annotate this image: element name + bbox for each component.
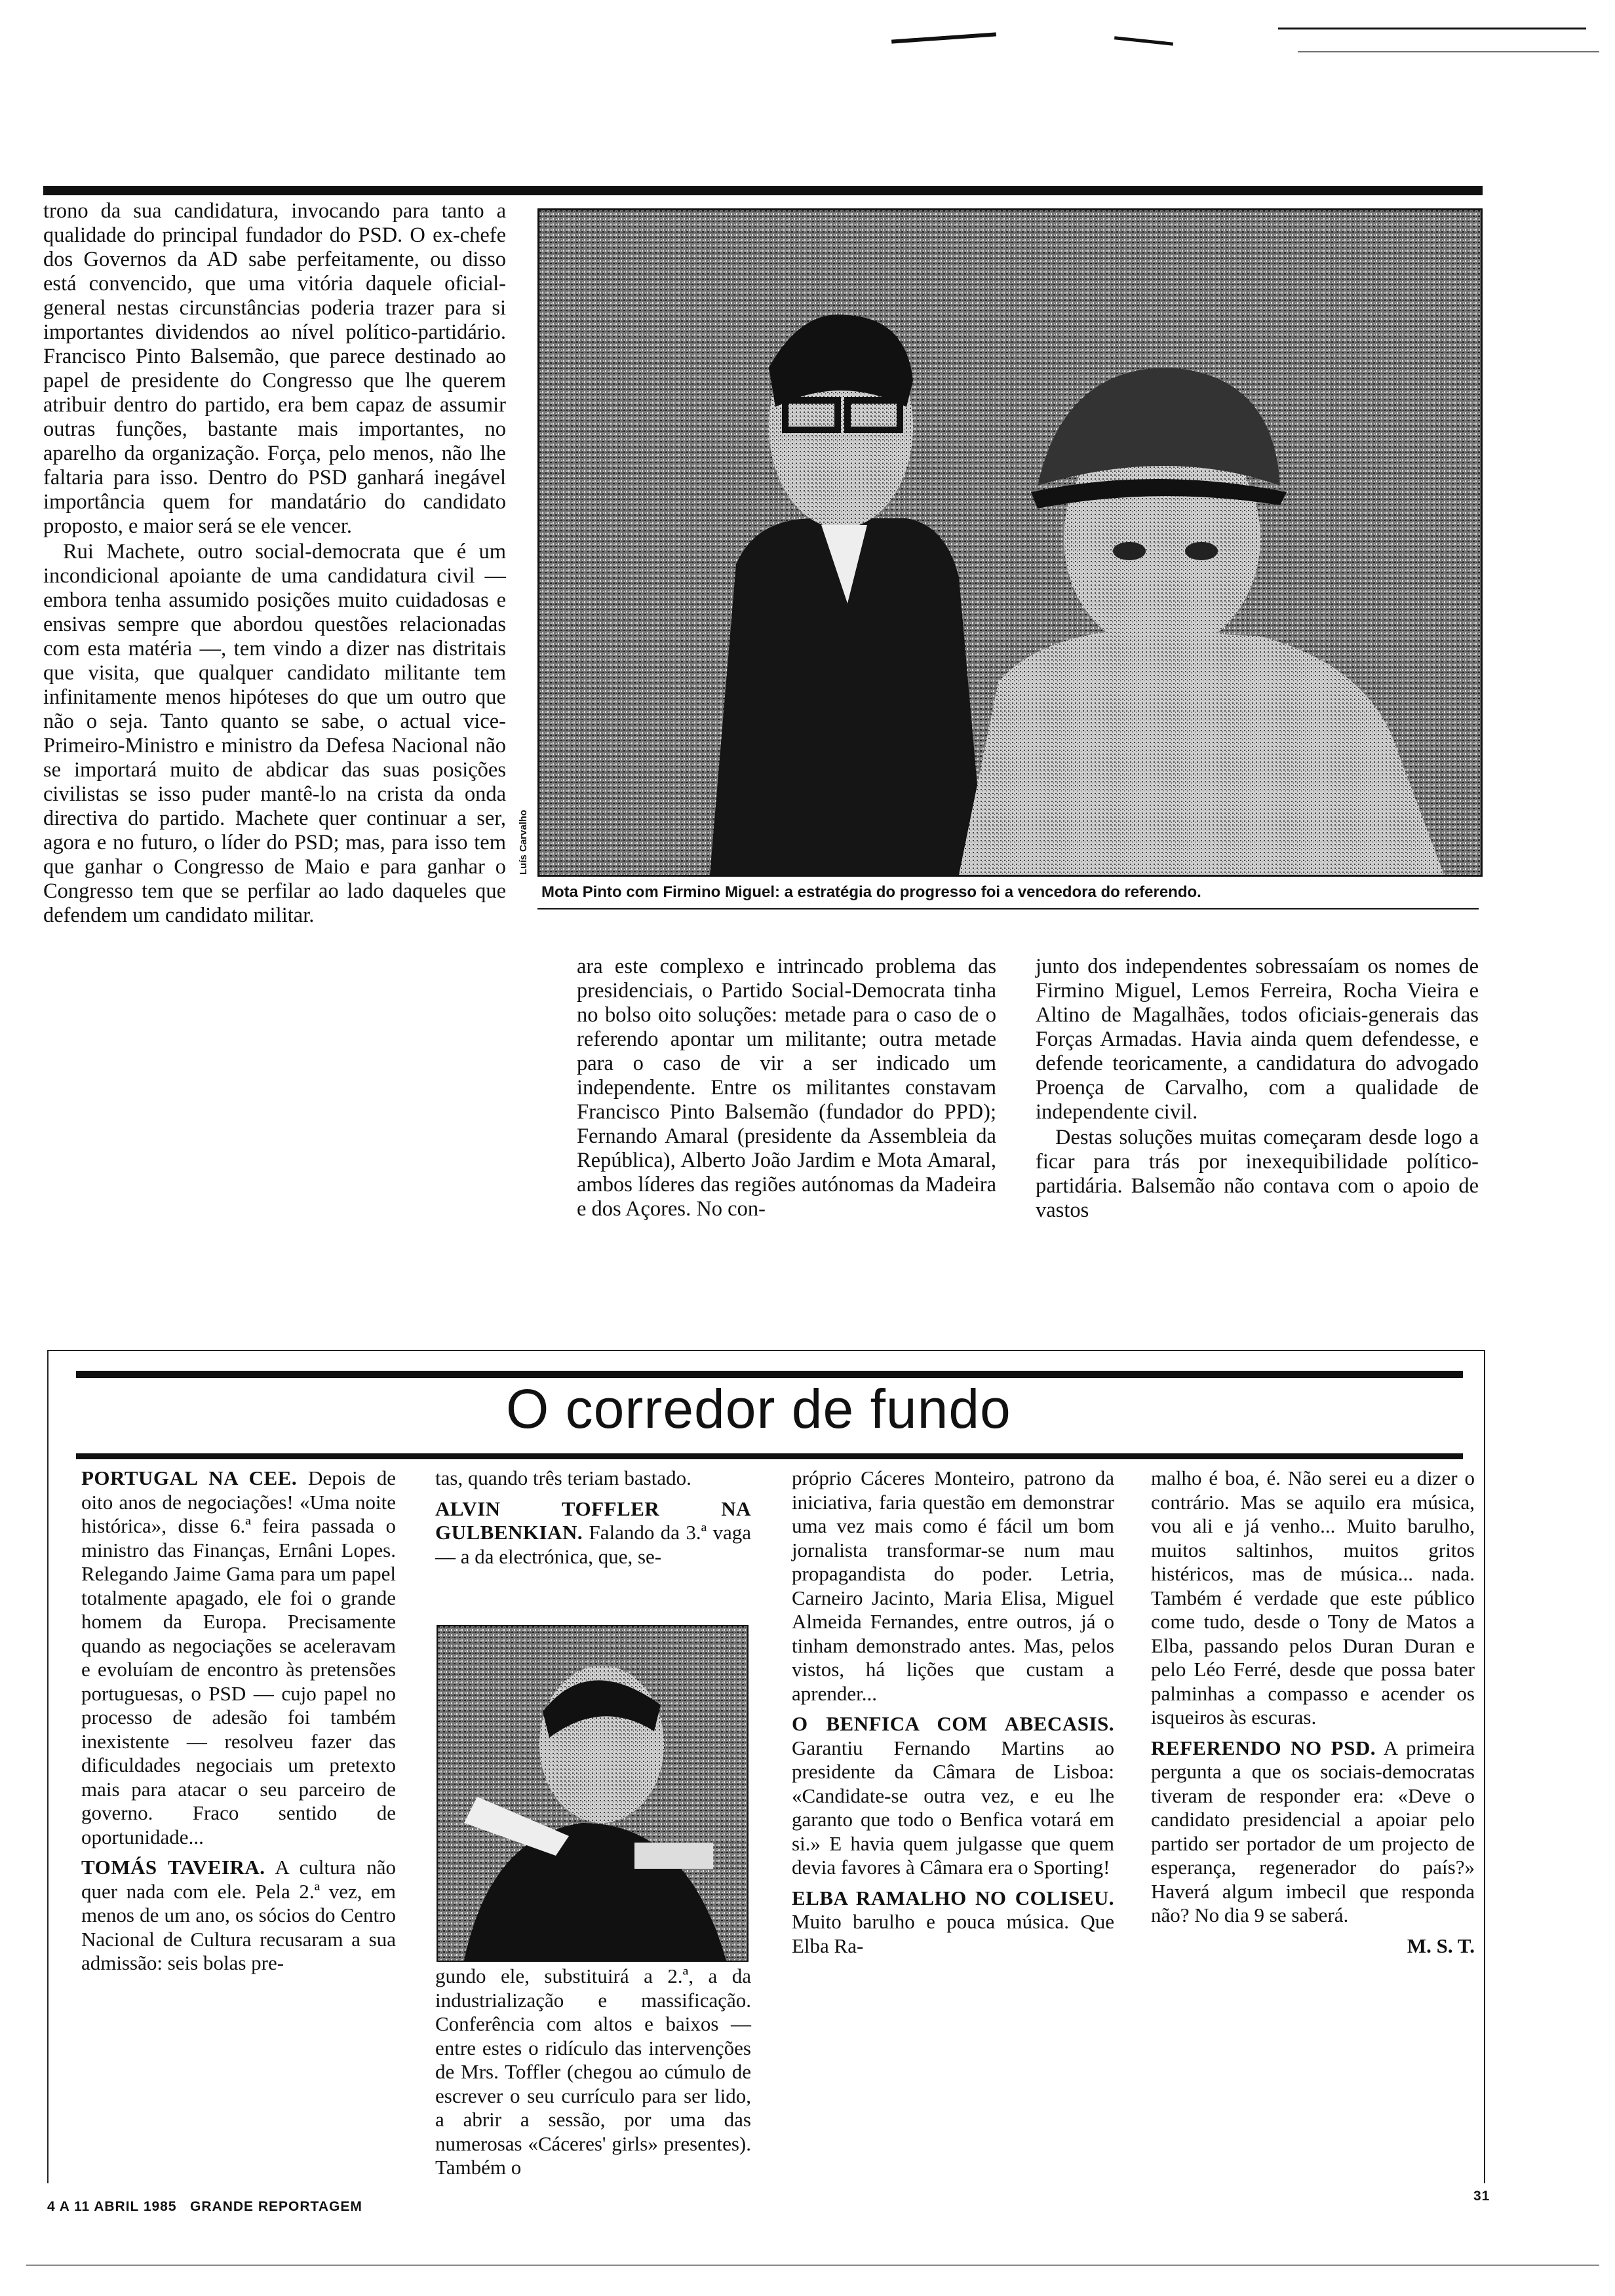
scan-mark bbox=[1114, 36, 1173, 45]
article-column-3 bbox=[1036, 955, 1479, 1224]
scan-mark bbox=[1298, 51, 1599, 52]
box-item bbox=[81, 1856, 396, 1976]
item-heading: PORTUGAL NA CEE. bbox=[81, 1466, 298, 1489]
item-text: A primeira pergunta a que os sociais-democratas tiveram de responder era: «Deve o candidato presidencial a apoiar pelo partido ser portador de um projecto de esperança, regenerador do país?» Haverá algum imbecil que responda não? No dia 9 se saberá. bbox=[1151, 1736, 1475, 1926]
box-item bbox=[792, 1466, 1114, 1706]
article-paragraph: Destas soluções muitas começaram desde logo a ficar para trás por inexequibilidade político-partidária. Balsemão não contava com o apoio de vastos bbox=[1036, 1126, 1479, 1222]
box-title-rule bbox=[76, 1453, 1463, 1459]
article-photo bbox=[537, 208, 1483, 877]
box-item: tas, quando três teriam bastado. bbox=[435, 1466, 691, 1489]
item-text: Falando da 3.ª vaga — a da electrónica, que, se- bbox=[435, 1521, 751, 1568]
box-title: O corredor de fundo bbox=[506, 1378, 1011, 1440]
box-item bbox=[792, 1712, 1114, 1880]
box-item: gundo ele, substituirá a 2.ª, a da industrialização e massificação. Conferência com altos e baixos — entre estes o ridículo das intervenções de Mrs. Toffler (chegou ao cúmulo de escrever o seu currículo para ser lido, a abrir a sessão, por uma das numerosas «Cáceres' girls» presentes). Também o bbox=[435, 1964, 751, 2179]
top-rule bbox=[43, 186, 1483, 195]
item-text: malho é boa, é. Não serei eu a dizer o contrário. Mas se aquilo era música, vou ali e já venho... Muito barulho, muitos saltinhos, muitos gritos histéricos, mas de música... nada. Também é verdade que este público come tudo, desde o Tony de Matos a Elba, passando pelos Duran Duran e pelo Léo Ferré, desde que possa bater palminhas a compasso e acender os isqueiros às escuras. bbox=[1151, 1466, 1475, 1729]
item-heading: ELBA RAMALHO NO COLISEU. bbox=[792, 1886, 1114, 1909]
box-column-2 bbox=[435, 1466, 751, 1575]
item-text: A cultura não quer nada com ele. Pela 2.ª vez, em menos de um ano, os sócios do Centro Nacional de Cultura recusaram a sua admissão: seis bolas pre- bbox=[81, 1856, 396, 1974]
article-column-1 bbox=[43, 199, 506, 929]
photo-image bbox=[539, 210, 1481, 875]
toffler-image bbox=[438, 1626, 747, 1961]
item-text: Muito barulho e pouca música. Que Elba Ra- bbox=[792, 1910, 1114, 1957]
item-heading: TOMÁS TAVEIRA. bbox=[81, 1856, 265, 1879]
photo-credit: Luís Carvalho bbox=[518, 809, 529, 875]
item-text: próprio Cáceres Monteiro, patrono da iniciativa, faria questão em demonstrar uma vez mais como é fácil um bom jornalista transformar-se num mau propagandista do poder. Letria, Carneiro Jacinto, Maria Elisa, Miguel Almeida Fernandes, entre outros, já o tinham demonstrado antes. Mas, pelos vistos, há lições que custam a aprender... bbox=[792, 1466, 1114, 1705]
article-paragraph: junto dos independentes sobressaíam os nomes de Firmino Miguel, Lemos Ferreira, Rocha Vieira e Altino de Magalhães, todos oficiais-generais das Forças Armadas. Havia ainda quem defendesse, e defende teoricamente, a candidatura do advogado Proença de Carvalho, com a qualidade de independente civil. bbox=[1036, 955, 1479, 1124]
article-column-2 bbox=[577, 955, 996, 1223]
box-item bbox=[1151, 1466, 1475, 1730]
box-item bbox=[792, 1886, 1114, 1959]
article-paragraph: ara este complexo e intrincado problema das presidenciais, o Partido Social-Democrata tinha no bolso oito soluções: metade para o caso de o referendo apontar um militante; outra metade para o caso de vir a ser indicado um independente. Entre os militantes constavam Francisco Pinto Balsemão (fundador do PPD); Fernando Amaral (presidente da Assembleia da República), Alberto João Jardim e Mota Amaral, ambos líderes das regiões autónomas da Madeira e dos Açores. No con- bbox=[577, 955, 996, 1221]
item-text: Garantiu Fernando Martins ao presidente da Câmara de Lisboa: «Candidate-se outra vez, e eu lhe garanto que todo o Benfica votará em si.» E havia quem julgasse que quem devia favores à Câmara era o Sporting! bbox=[792, 1736, 1114, 1879]
signature: M. S. T. bbox=[1407, 1934, 1475, 1957]
box-item bbox=[1151, 1736, 1475, 1928]
box-column-1 bbox=[81, 1466, 396, 1982]
article-paragraph: Rui Machete, outro social-democrata que é um incondicional apoiante de uma candidatura civil — embora tenha assumido posições muito cuidadosas e ensivas sempre que abordou questões relacionadas com esta matéria —, tem vindo a dizer nas distritais que visita, que qualquer candidato militante tem infinitamente menos hipóteses do que um outro que não o seja. Tanto quanto se sabe, o actual vice-Primeiro-Ministro e ministro da Defesa Nacional não se importará muito de abdicar das suas posições civilistas se isso puder mantê-lo na crista da onda directiva do partido. Machete quer continuar a ser, agora e no futuro, o líder do PSD; mas, para isso tem que ganhar o Congresso de Maio e para ganhar o Congresso tem que se perfilar ao lado daqueles que defendem um candidato militar. bbox=[43, 540, 506, 927]
photo-caption: Mota Pinto com Firmino Miguel: a estratégia do progresso foi a vencedora do referendo. bbox=[541, 883, 1201, 901]
box-item bbox=[81, 1466, 396, 1849]
item-heading: REFERENDO NO PSD. bbox=[1151, 1736, 1376, 1759]
scan-mark bbox=[1278, 28, 1586, 29]
bottom-scan-line bbox=[26, 2265, 1599, 2266]
scan-mark bbox=[891, 32, 996, 43]
item-heading: O BENFICA COM ABECASIS. bbox=[792, 1712, 1114, 1735]
footer-issue: 4 A 11 ABRIL 1985 GRANDE REPORTAGEM bbox=[47, 2199, 362, 2214]
toffler-photo bbox=[437, 1625, 749, 1962]
box-column-3 bbox=[792, 1466, 1114, 1964]
box-item bbox=[435, 1497, 751, 1569]
page-number: 31 bbox=[1473, 2189, 1490, 2204]
item-text: Depois de oito anos de negociações! «Uma noite histórica», disse 6.ª feira passada o ministro das Finanças, Ernâni Lopes. Relegando Jaime Gama para um papel totalmente apagado, ele foi o grande homem da Europa. Precisamente quando as negociações se aceleravam e evoluíam de encontro às pretensões portuguesas, o PSD — cujo papel no processo de adesão foi também inexistente — resolveu fazer das dificuldades negociais um pretexto mais para atacar o seu parceiro de governo. Fraco sentido de oportunidade... bbox=[81, 1466, 396, 1848]
article-paragraph: trono da sua candidatura, invocando para tanto a qualidade do principal fundador do PSD. O ex-chefe dos Governos da AD sabe perfeitamente, ou disso está convencido, que uma vitória daquele oficial-general nestas circunstâncias poderia trazer para si importantes dividendos ao nível político-partidário. Francisco Pinto Balsemão, que parece destinado ao papel de presidente do Congresso que lhe querem atribuir dentro do partido, era bem capaz de assumir outras funções, bastante mais importantes, no aparelho da organização. Força, pelo menos, não lhe faltaria para isso. Dentro do PSD ganhará inegável importância quem for mandatário do candidato proposto, e maior será se ele vencer. bbox=[43, 199, 506, 538]
caption-rule bbox=[537, 908, 1479, 909]
box-column-4 bbox=[1151, 1466, 1475, 1964]
item-heading: ALVIN TOFFLER NA GULBENKIAN. bbox=[435, 1497, 751, 1544]
box-column-2-bottom bbox=[435, 1964, 751, 2187]
